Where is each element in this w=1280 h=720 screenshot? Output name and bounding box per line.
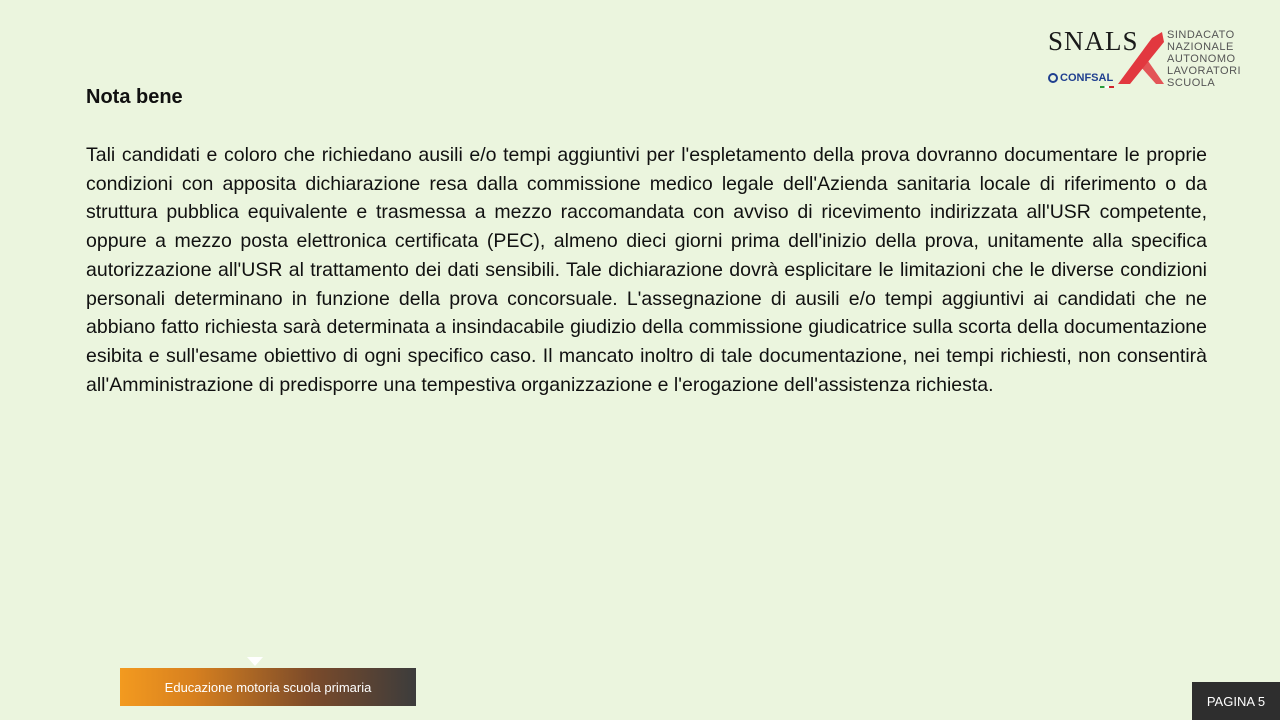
logo-acronym-line: LAVORATORI — [1167, 65, 1242, 77]
logo-wordmark: SNALS — [1048, 26, 1139, 56]
confsal-icon — [1048, 73, 1058, 83]
snals-logo — [1046, 26, 1246, 92]
slide-heading: Nota bene — [86, 86, 183, 108]
logo-acronym-line: SINDACATO — [1167, 29, 1235, 41]
logo-acronym-line: NAZIONALE — [1167, 41, 1234, 53]
logo-acronym — [1167, 29, 1241, 89]
logo-acronym-line: SCUOLA — [1167, 77, 1216, 89]
confsal-label: CONFSAL — [1060, 72, 1114, 84]
confsal-brand — [1048, 72, 1113, 84]
footer-section-label — [120, 668, 416, 706]
page-number-text: PAGINA 5 — [1206, 693, 1266, 709]
logo-acronym-line: AUTONOMO — [1167, 53, 1236, 65]
footer-arrow-icon — [247, 657, 263, 666]
footer-section-text: Educazione motoria scuola primaria — [164, 679, 372, 695]
logo-red-mark-icon — [1112, 28, 1170, 86]
slide-body-text: Tali candidati e coloro che richiedano ausili e/o tempi aggiuntivi per l'espletamento della prova dovranno documentare le proprie condizioni con apposita dichiarazione resa dalla commissione medico legale dell'Azienda sanitaria locale di riferimento o da struttura pubblica equivalente e trasmessa a mezzo raccomandata con avviso di ricevimento indirizzata all'USR competente, oppure a mezzo posta elettronica certificata (PEC), almeno dieci giorni prima dell'inizio della prova, unitamente alla specifica autorizzazione all'USR al trattamento dei dati sensibili. Tale dichiarazione dovrà esplicitare le limitazioni che le diverse condizioni personali determinano in funzione della prova concorsuale. L'assegnazione di ausili e/o tempi aggiuntivi ai candidati che ne abbiano fatto richiesta sarà determinata a insindacabile giudizio della commissione giudicatrice sulla scorta della documentazione esibita e sull'esame obiettivo di ogni specifico caso. Il mancato inoltro di tale documentazione, nei tempi richiesti, non consentirà all'Amministrazione di predisporre una tempestiva organizzazione e l'erogazione dell'assistenza richiesta. — [86, 144, 1207, 396]
page-number-badge — [1192, 682, 1280, 720]
italian-flag-stripe — [1100, 86, 1114, 88]
